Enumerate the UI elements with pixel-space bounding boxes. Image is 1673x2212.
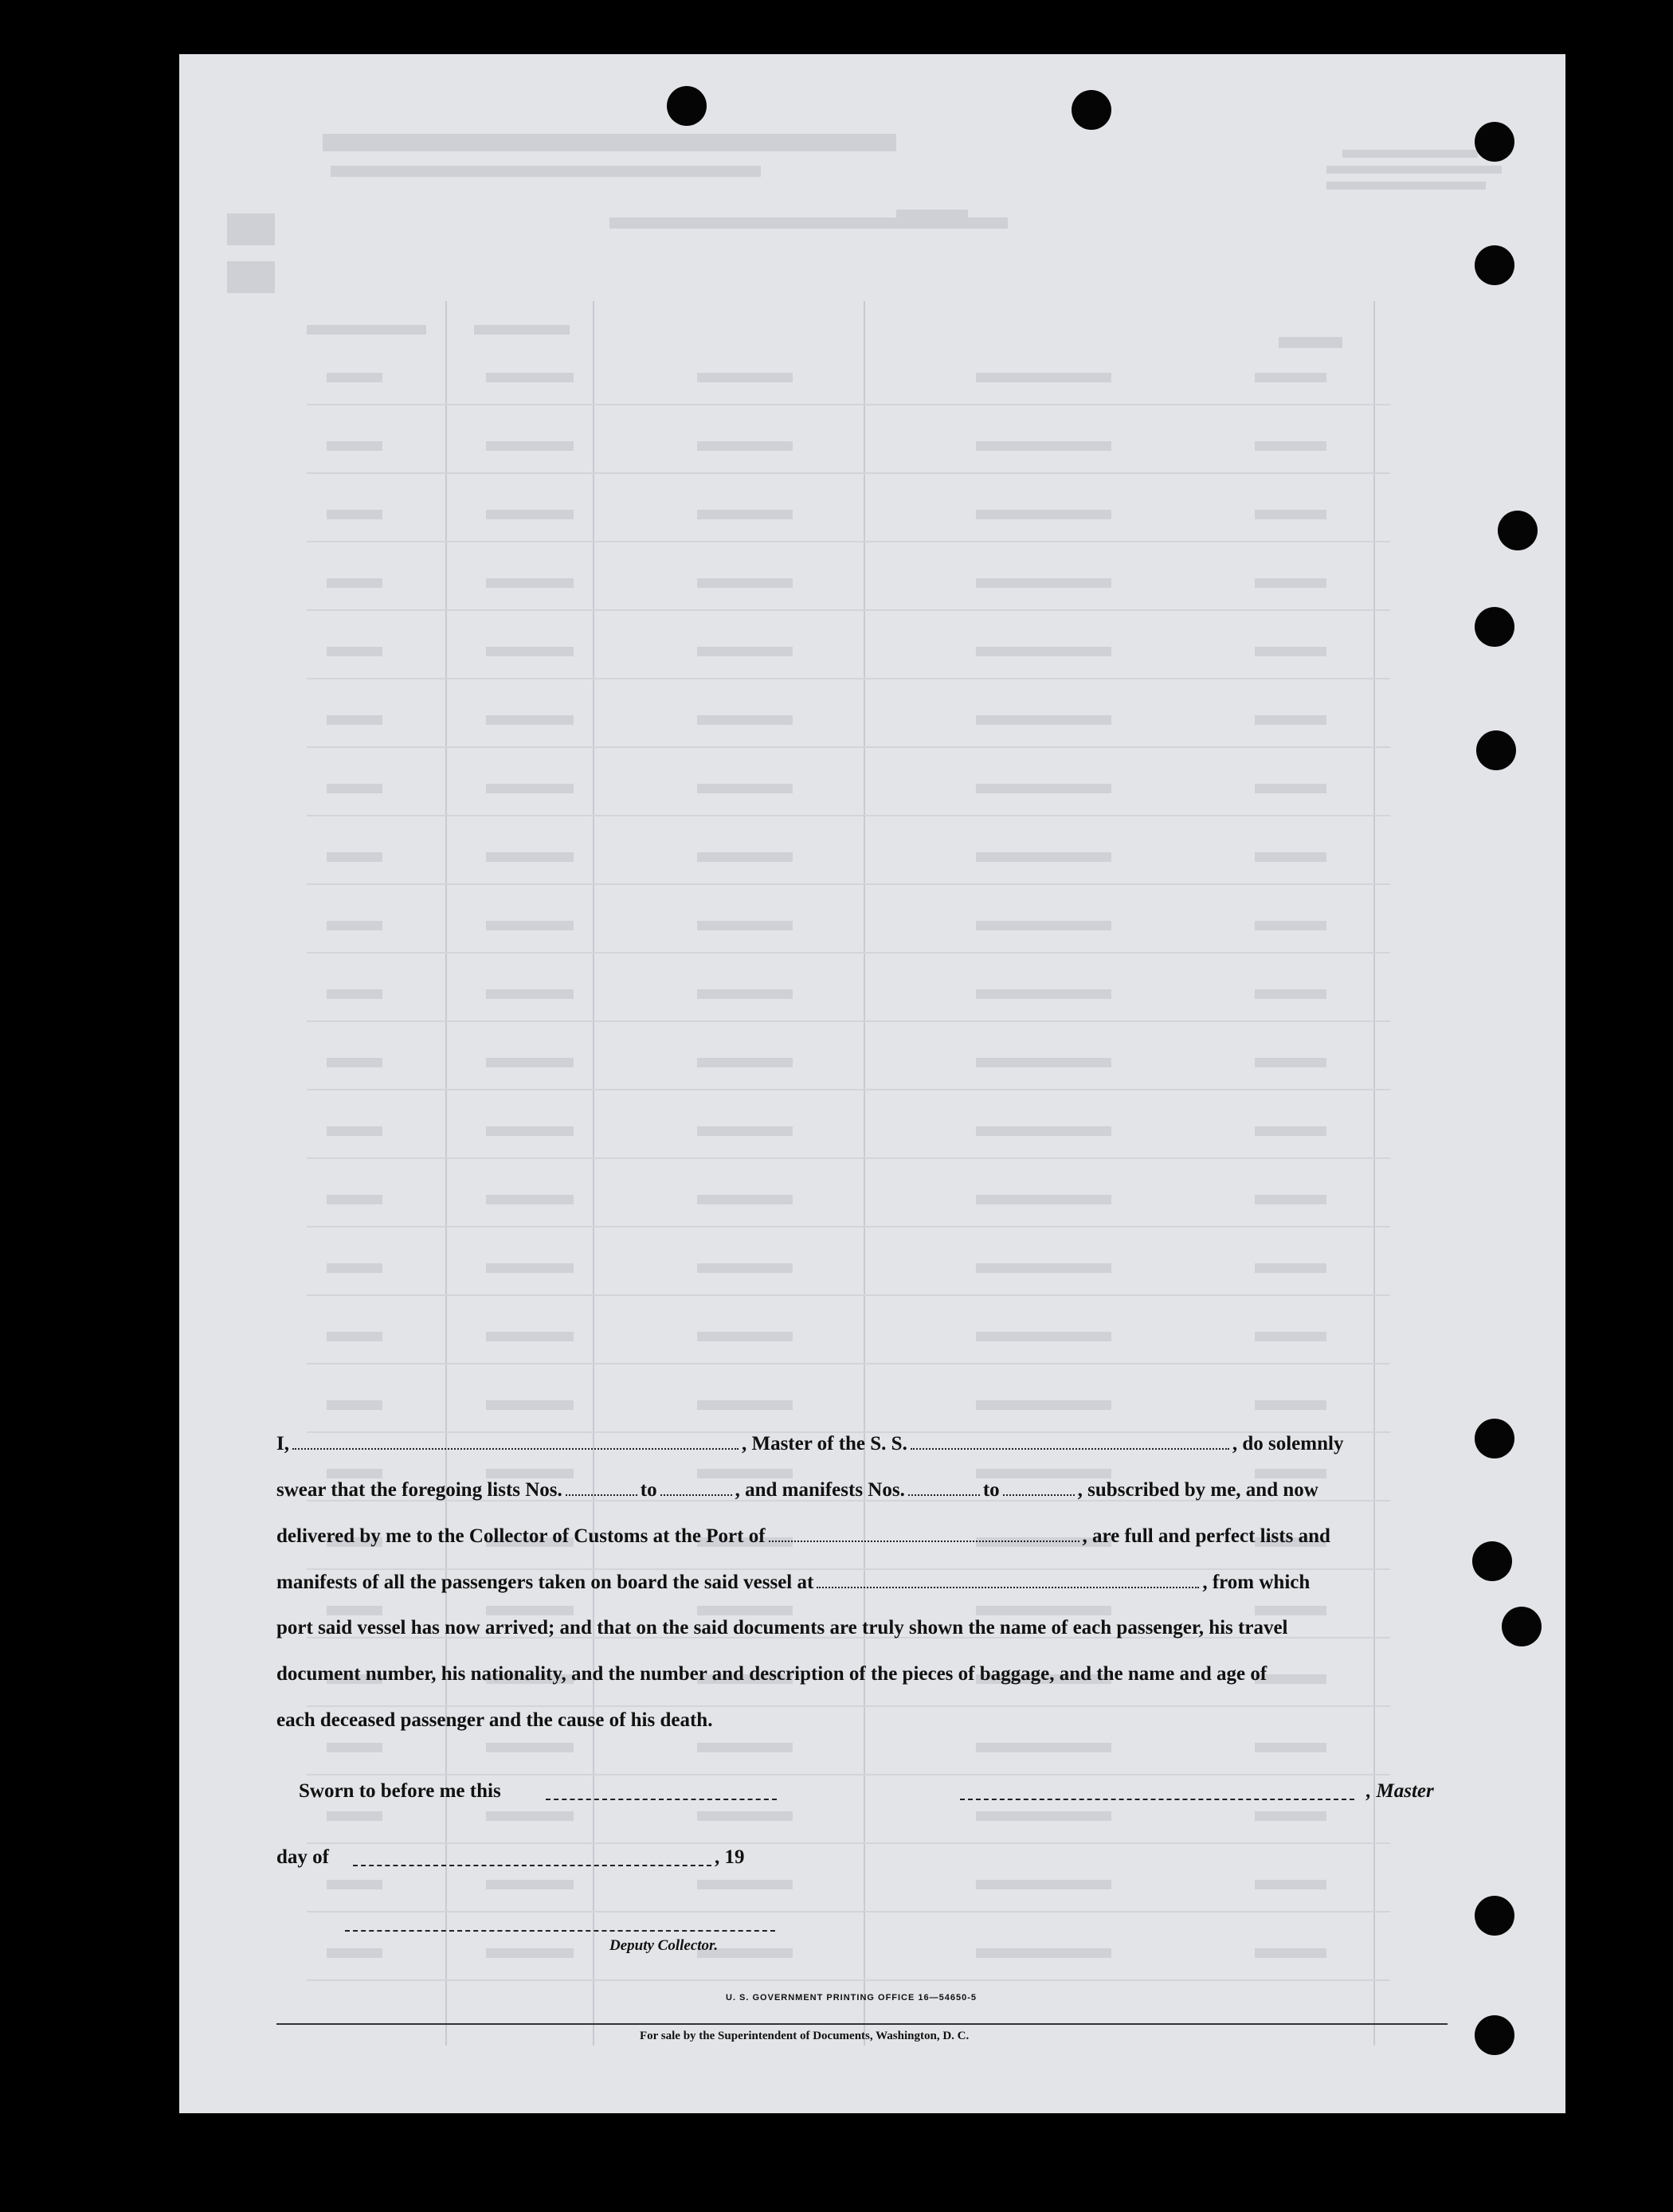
bleed-mark [1255,1332,1326,1341]
bleed-mark [976,373,1111,382]
bleed-mark [1255,921,1326,930]
footer-rule [276,2023,1448,2025]
bleed-mark [976,852,1111,862]
bleed-mark [327,1058,382,1067]
bleed-mark [697,921,793,930]
bleed-mark [697,1469,793,1478]
lists-from-field[interactable] [566,1478,637,1496]
oath-from-which: , from which [1202,1572,1311,1593]
bleed-mark [327,715,382,725]
bleed-mark [327,1948,382,1958]
bleed-mark [1255,852,1326,862]
bleed-mark [976,989,1111,999]
bleed-mark [486,1606,574,1615]
bleed-mark [1255,989,1326,999]
oath-full-perfect: , are full and perfect lists and [1082,1525,1330,1547]
bleed-mark [486,1263,574,1273]
bleed-mark [327,578,382,588]
bleed-mark [1255,1400,1326,1410]
bleed-mark [976,1469,1111,1478]
for-sale-note: For sale by the Superintendent of Documents, Washington, D. C. [640,2030,970,2042]
bleed-mark [1255,1058,1326,1067]
bleed-mark [697,647,793,656]
bleed-mark [327,784,382,793]
manifests-to-field[interactable] [1003,1478,1075,1496]
punch-hole [1475,122,1514,162]
oath-to-2: to [982,1479,1000,1501]
sworn-date-field[interactable] [546,1799,777,1800]
bleed-mark [976,578,1111,588]
bleed-mark [327,1263,382,1273]
bleed-mark [327,1880,382,1889]
oath-i: I, [276,1433,289,1454]
oath-subscribed: , subscribed by me, and now [1077,1479,1318,1501]
bleed-mark [976,1332,1111,1341]
bleed-mark [1255,715,1326,725]
bleed-mark [1255,1195,1326,1204]
bleed-mark [327,441,382,451]
bleed-mark [486,1332,574,1341]
master-name-field[interactable] [292,1432,739,1450]
bleed-mark [327,1606,382,1615]
bleed-mark [976,1058,1111,1067]
bleed-mark [486,373,574,382]
bleed-mark [1255,1811,1326,1821]
bleed-mark [697,1400,793,1410]
bleed-mark [486,784,574,793]
master-signature-field[interactable] [960,1799,1354,1800]
bleed-mark [1255,1469,1326,1478]
bleed-rows [307,373,1390,1980]
oath-manifests-nos: , and manifests Nos. [735,1479,905,1501]
bleed-mark [976,784,1111,793]
bleed-mark [697,715,793,725]
punch-hole [1475,607,1514,647]
bleed-mark [327,1811,382,1821]
bleed-mark [1255,647,1326,656]
punch-hole [1498,511,1538,550]
punch-hole [1475,1419,1514,1458]
bleed-mark [327,647,382,656]
bleed-mark [976,647,1111,656]
bleed-mark [486,989,574,999]
bleed-mark [327,1400,382,1410]
bleed-mark [697,1126,793,1136]
oath-delivered: delivered by me to the Collector of Customs at the Port of [276,1525,766,1547]
bleed-mark [976,1743,1111,1752]
bleed-mark [486,441,574,451]
bleed-mark [697,441,793,451]
bleed-mark [486,715,574,725]
bleed-mark [1255,1126,1326,1136]
bleed-mark [1255,441,1326,451]
bleed-mark [1255,1880,1326,1889]
oath-line-6: document number, his nationality, and the number and description of the pieces of baggage, and the name and age of [276,1663,1267,1685]
punch-hole [1502,1607,1542,1646]
bleed-mark [327,1332,382,1341]
bleed-mark [1255,1743,1326,1752]
punch-hole [1475,1896,1514,1936]
bleed-mark [976,715,1111,725]
bleed-mark [486,510,574,519]
vessel-name-field[interactable] [911,1432,1229,1450]
printing-office-note: U. S. GOVERNMENT PRINTING OFFICE 16—54650-5 [726,1993,978,2003]
bleed-mark [697,784,793,793]
oath-line-5: port said vessel has now arrived; and that on the said documents are truly shown the name of each passenger, his travel [276,1617,1288,1638]
bleed-mark [486,1058,574,1067]
bleed-mark [486,852,574,862]
bleed-mark [697,989,793,999]
bleed-mark [697,1263,793,1273]
bleed-mark [697,1880,793,1889]
bleed-mark [976,1400,1111,1410]
bleed-mark [1255,373,1326,382]
bleed-mark [697,1743,793,1752]
punch-hole [1475,2015,1514,2055]
bleed-mark [327,989,382,999]
bleed-mark [697,1606,793,1615]
manifests-from-field[interactable] [908,1478,980,1496]
bleed-mark [697,1195,793,1204]
bleed-mark [327,921,382,930]
bleed-mark [1255,784,1326,793]
bleed-mark [486,1743,574,1752]
bleed-mark [976,510,1111,519]
bleed-mark [976,921,1111,930]
bleed-mark [486,1195,574,1204]
bleed-through-table [179,54,1565,2113]
punch-hole [1476,730,1516,770]
bleed-mark [327,852,382,862]
sworn-label: Sworn to before me this [299,1780,501,1802]
bleed-mark [1255,510,1326,519]
oath-master-of-ss: , Master of the S. S. [741,1433,907,1454]
punch-hole [1072,90,1111,130]
punch-hole [1475,245,1514,285]
bleed-mark [486,647,574,656]
bleed-mark [486,1880,574,1889]
deputy-signature-field[interactable] [345,1930,775,1932]
oath-solemnly: , do solemnly [1232,1433,1344,1454]
bleed-mark [327,1743,382,1752]
oath-manifests-taken: manifests of all the passengers taken on board the said vessel at [276,1572,814,1593]
bleed-mark [976,1811,1111,1821]
bleed-mark [697,1058,793,1067]
deputy-collector-label: Deputy Collector. [609,1937,719,1954]
year-label: , 19 [715,1846,745,1868]
bleed-mark [327,1126,382,1136]
day-of-field[interactable] [353,1865,711,1866]
punch-hole [667,86,707,126]
master-label: , Master [1366,1780,1434,1802]
bleed-mark [1255,1948,1326,1958]
lists-to-field[interactable] [660,1478,732,1496]
bleed-mark [976,1263,1111,1273]
bleed-mark [486,921,574,930]
bleed-mark [976,1880,1111,1889]
bleed-mark [976,1948,1111,1958]
bleed-mark [976,1606,1111,1615]
bleed-mark [486,578,574,588]
bleed-mark [697,510,793,519]
bleed-mark [1255,1606,1326,1615]
bleed-mark [327,1469,382,1478]
bleed-mark [486,1469,574,1478]
bleed-mark [976,1195,1111,1204]
bleed-mark [486,1811,574,1821]
port-of-field[interactable] [769,1525,1079,1542]
bleed-mark [327,510,382,519]
oath-line-7: each deceased passenger and the cause of his death. [276,1709,713,1731]
bleed-mark [697,1811,793,1821]
bleed-mark [1255,1263,1326,1273]
bleed-mark [327,1195,382,1204]
bleed-mark [486,1126,574,1136]
oath-lists-nos: swear that the foregoing lists Nos. [276,1479,562,1501]
bleed-mark [1255,578,1326,588]
bleed-mark [976,441,1111,451]
day-of-label: day of [276,1846,329,1868]
bleed-mark [697,852,793,862]
bleed-mark [327,373,382,382]
oath-to-1: to [640,1479,657,1501]
bleed-mark [976,1126,1111,1136]
punch-hole [1472,1541,1512,1581]
bleed-mark [697,373,793,382]
embarkation-port-field[interactable] [817,1571,1199,1588]
bleed-mark [697,1332,793,1341]
manifest-page [179,54,1565,2113]
bleed-mark [486,1400,574,1410]
bleed-mark [697,578,793,588]
bleed-mark [486,1948,574,1958]
